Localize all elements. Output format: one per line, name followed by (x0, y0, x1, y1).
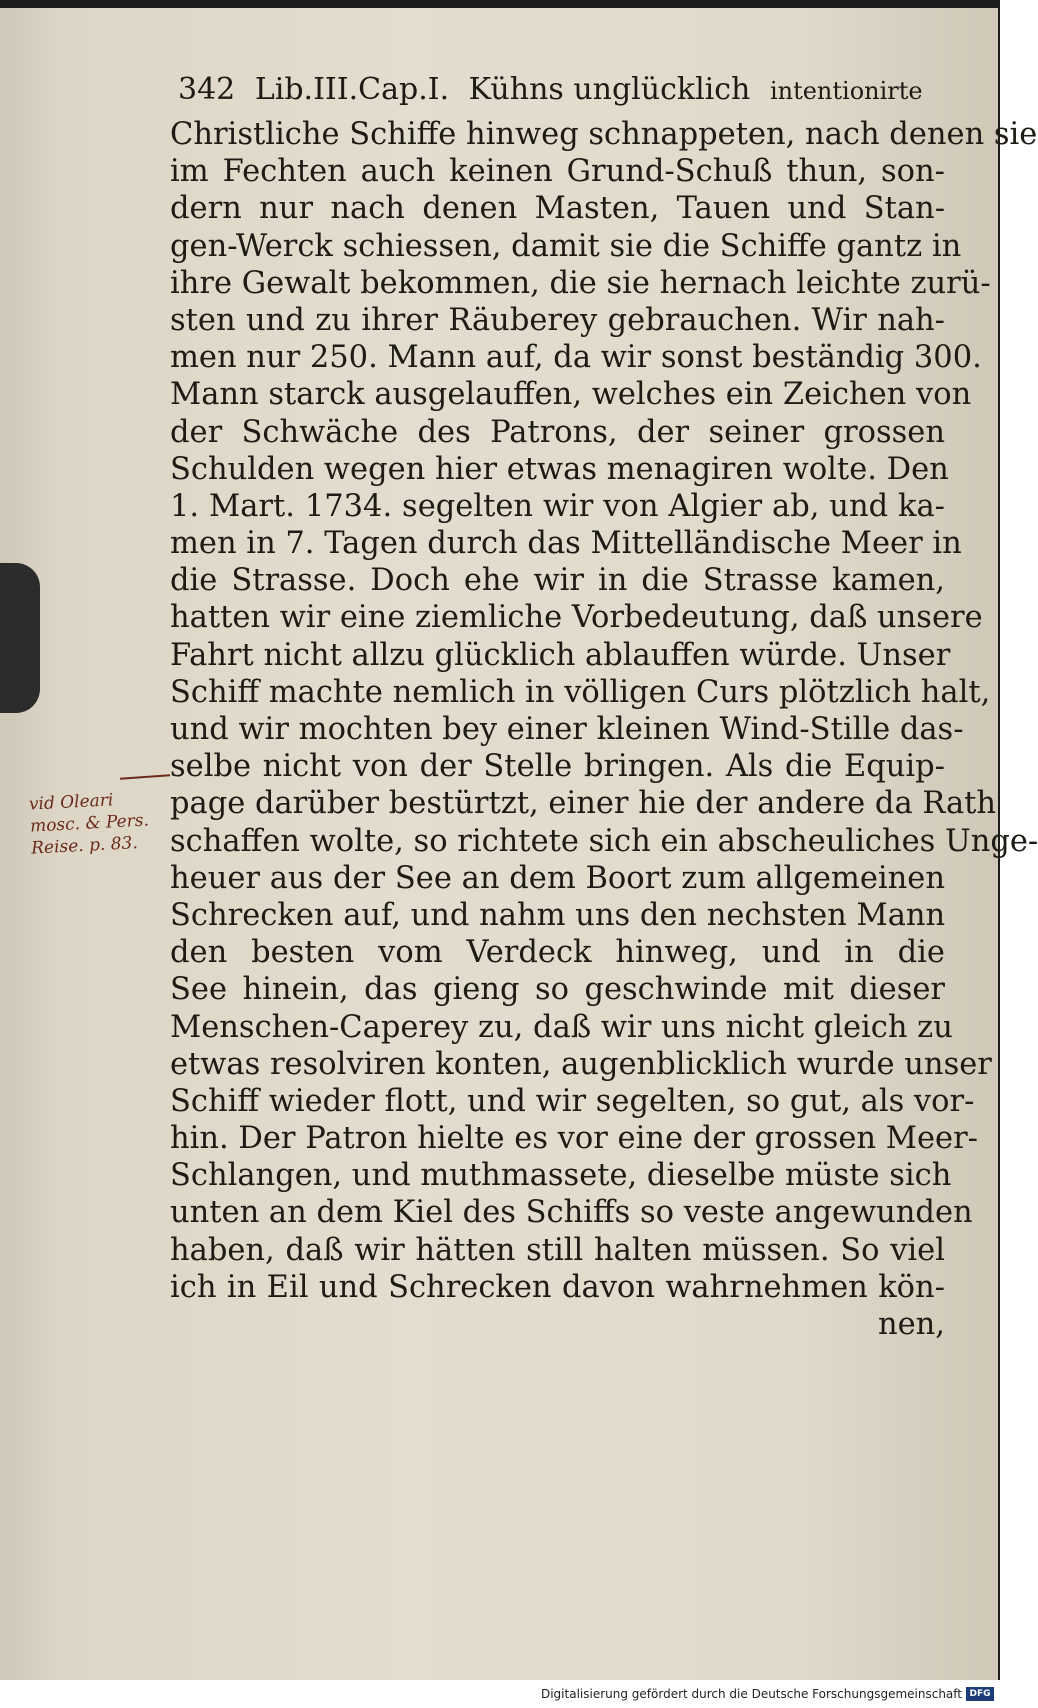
text-line: hin. Der Patron hielte es vor eine der grossen Meer- (170, 1121, 978, 1157)
text-line: Schlangen, und muthmassete, dieselbe müste sich (170, 1158, 952, 1194)
text-line: hatten wir eine ziemliche Vorbedeutung, daß unsere (170, 600, 983, 636)
dfg-logo-icon: DFG (966, 1687, 994, 1701)
text-line: dern nur nach denen Masten, Tauen und Stan- (170, 191, 945, 227)
text-line: im Fechten auch keinen Grund-Schuß thun, son- (170, 154, 945, 190)
text-line: gen-Werck schiessen, damit sie die Schiffe gantz in (170, 228, 962, 264)
text-line: Schulden wegen hier etwas menagiren wolte. Den (170, 451, 949, 487)
handwritten-margin-note (28, 786, 171, 859)
text-line: haben, daß wir hätten still halten müssen. So viel (170, 1232, 945, 1268)
text-line: die Strasse. Doch ehe wir in die Strasse kamen, (170, 563, 945, 599)
text-line: men nur 250. Mann auf, da wir sonst beständig 300. (170, 340, 982, 376)
running-title-continuation: intentionirte (769, 77, 923, 105)
page-number: 342 (178, 72, 236, 107)
text-line: page darüber bestürtzt, einer hie der andere da Rath (170, 786, 997, 822)
margin-note-line: Reise. p. 83. (30, 833, 139, 859)
text-line: der Schwäche des Patrons, der seiner grossen (170, 414, 945, 450)
text-line: ihre Gewalt bekommen, die sie hernach leichte zurü- (170, 265, 991, 301)
text-line: schaffen wolte, so richtete sich ein abscheuliches Unge- (170, 823, 1038, 859)
text-line: sten und zu ihrer Räuberey gebrauchen. Wir nah- (170, 302, 945, 338)
text-line: selbe nicht von der Stelle bringen. Als die Equip- (170, 749, 945, 785)
running-title: Kühns unglücklich (468, 72, 751, 107)
margin-note-line: vid Oleari (28, 790, 114, 815)
text-line: Menschen-Caperey zu, daß wir uns nicht gleich zu (170, 1009, 953, 1045)
chapter-reference: Lib.III.Cap.I. (254, 72, 450, 107)
text-line: und wir mochten bey einer kleinen Wind-Stille das- (170, 712, 964, 747)
text-line: etwas resolviren konten, augenblicklich wurde unser (170, 1046, 992, 1082)
text-line: Fahrt nicht allzu glücklich ablauffen würde. Unser (170, 637, 951, 673)
running-header (178, 72, 938, 116)
text-line: See hinein, das gieng so geschwinde mit dieser (170, 972, 945, 1008)
text-line: unten an dem Kiel des Schiffs so veste angewunden (170, 1195, 973, 1231)
body-text (170, 116, 1038, 1343)
text-line: 1. Mart. 1734. segelten wir von Algier ab, und ka- (170, 488, 945, 524)
text-line: Christliche Schiffe hinweg schnappeten, nach denen sie (170, 117, 1038, 152)
text-line: Schiff machte nemlich in völligen Curs plötzlich halt, (170, 674, 991, 710)
text-line: Mann starck ausgelauffen, welches ein Zeichen von (170, 377, 972, 413)
catchword: nen, (877, 1307, 945, 1342)
text-line: Schiff wieder flott, und wir segelten, so gut, als vor- (170, 1083, 975, 1119)
text-line: heuer aus der See an dem Boort zum allgemeinen (170, 860, 945, 896)
digitization-footer (0, 1680, 1000, 1708)
text-line: den besten vom Verdeck hinweg, und in die (170, 935, 945, 971)
text-line: ich in Eil und Schrecken davon wahrnehmen kön- (170, 1269, 945, 1305)
margin-note-line: mosc. & Pers. (29, 810, 150, 837)
footer-credit: Digitalisierung gefördert durch die Deutsche Forschungsgemeinschaft (540, 1687, 962, 1701)
text-line: Schrecken auf, und nahm uns den nechsten Mann (170, 897, 946, 933)
binding-clip (0, 563, 40, 713)
text-line: men in 7. Tagen durch das Mittelländische Meer in (170, 526, 962, 562)
